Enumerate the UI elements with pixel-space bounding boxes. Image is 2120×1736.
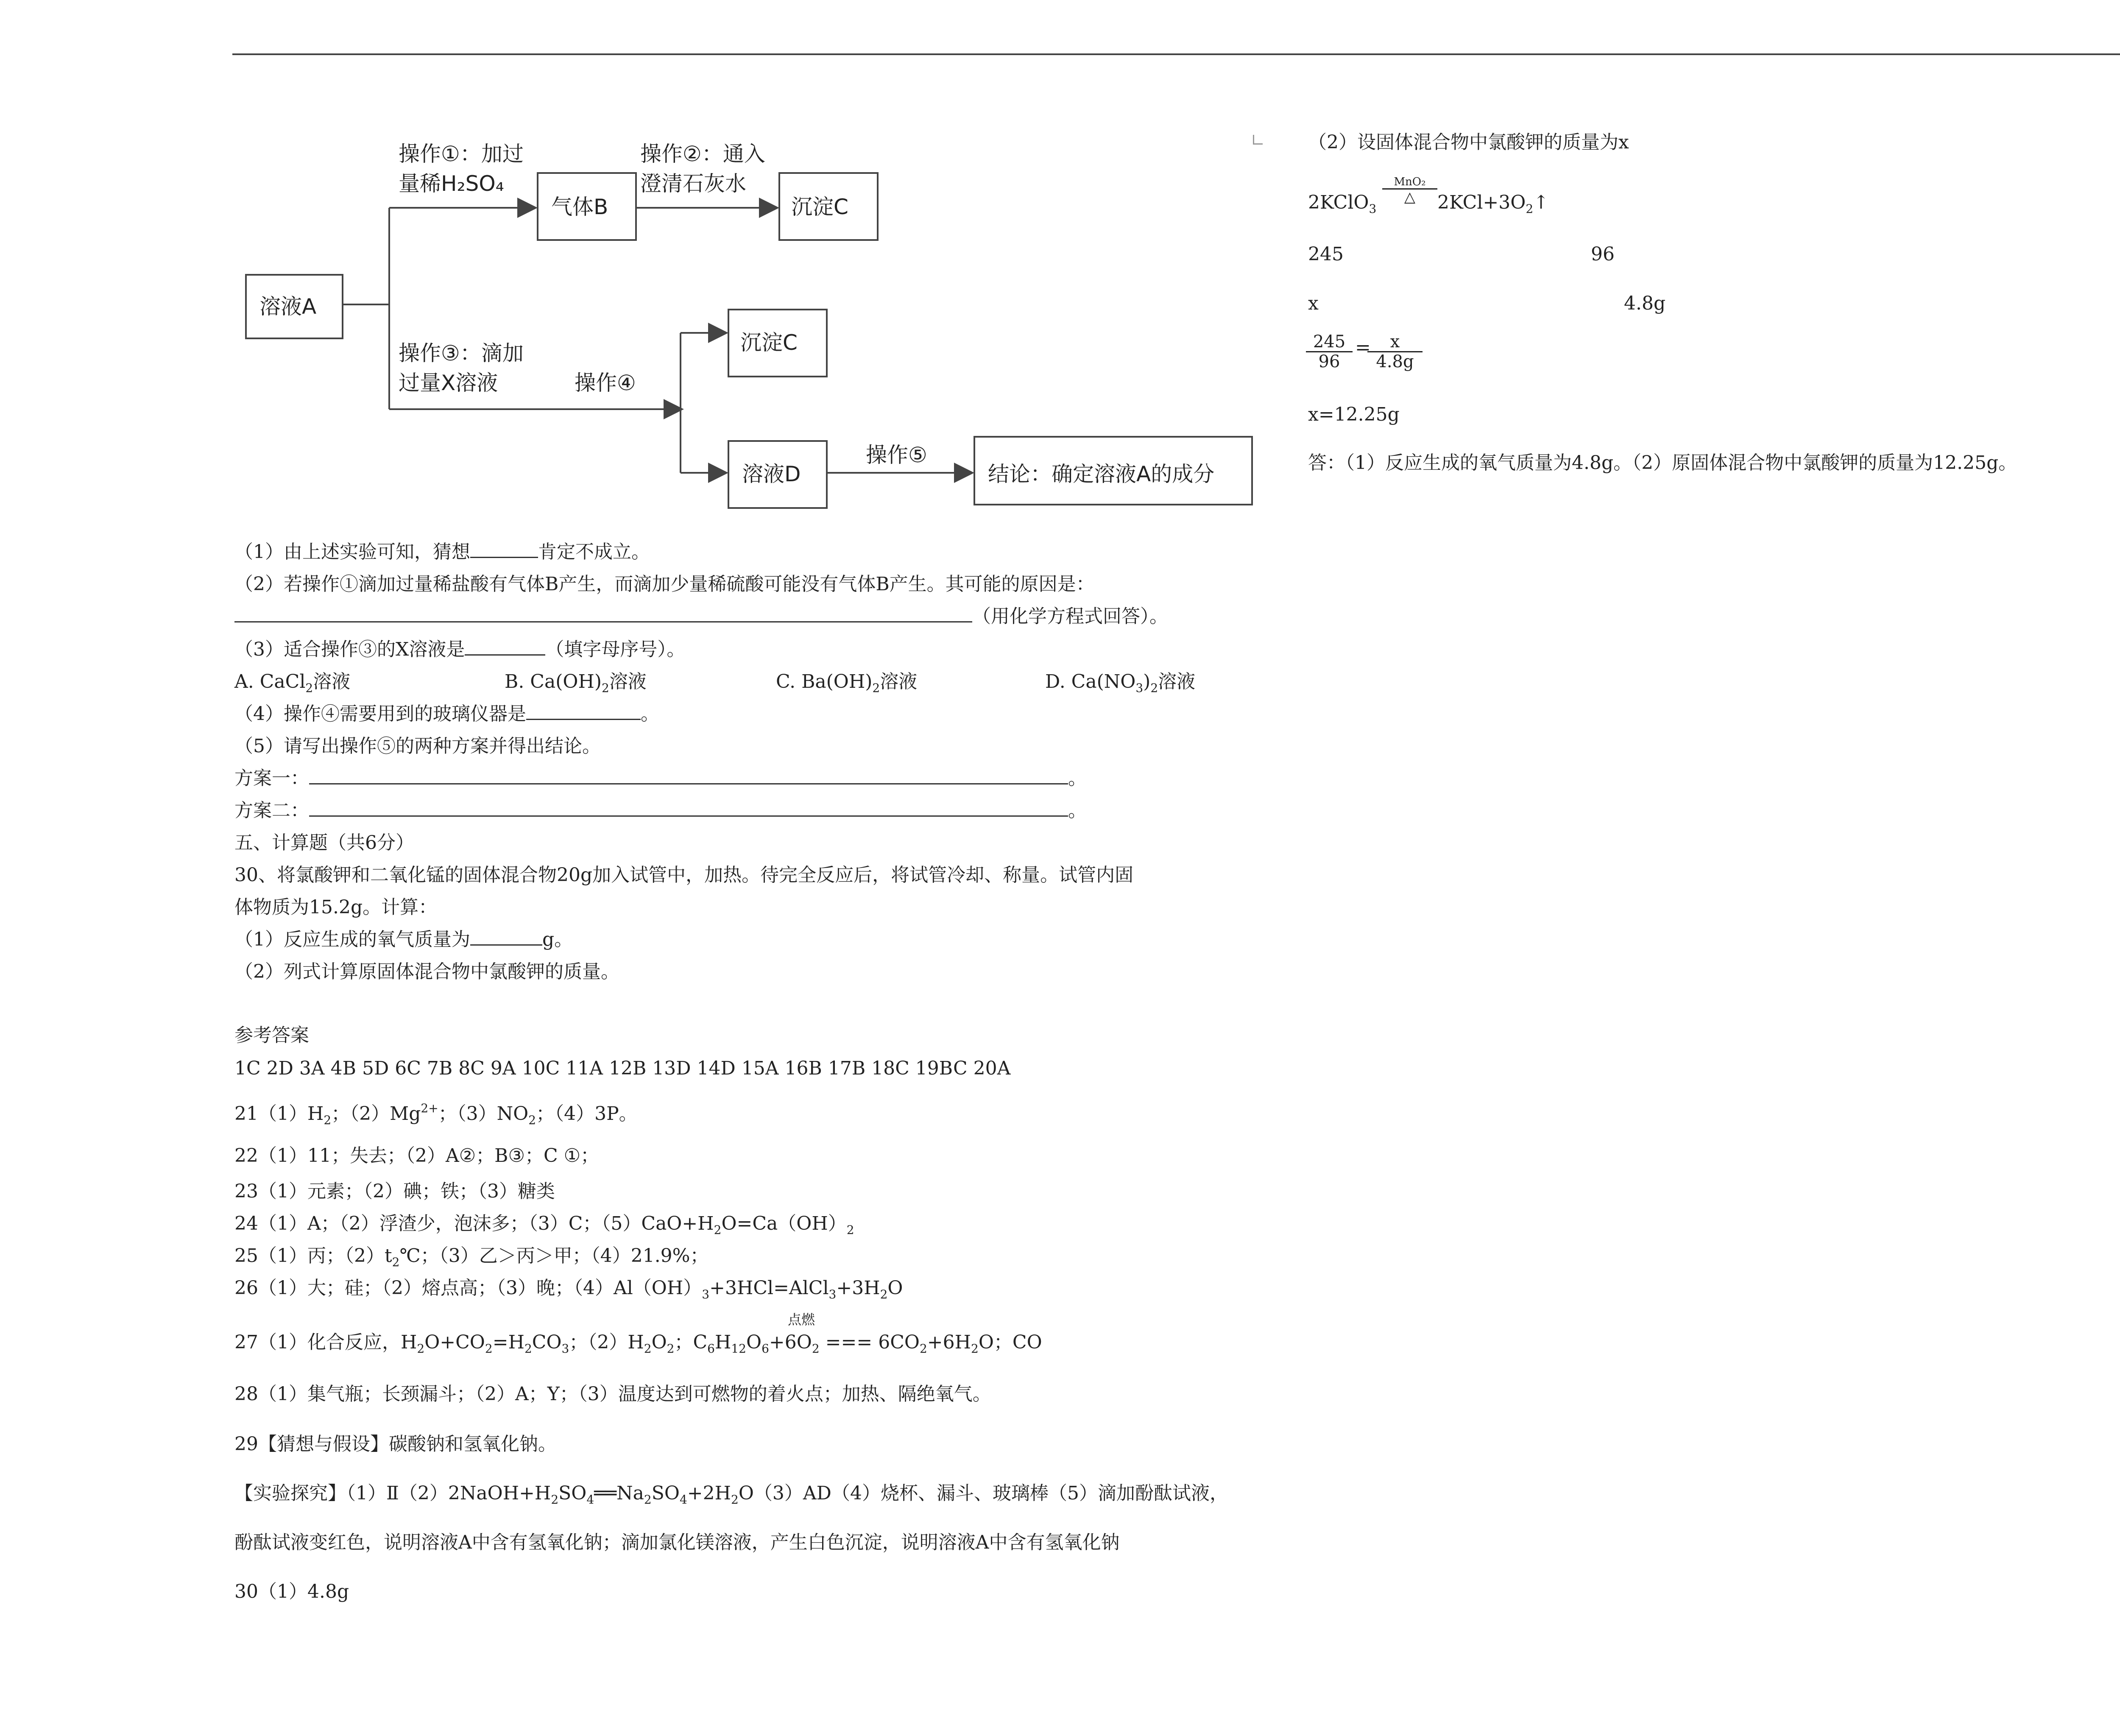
- reaction-condition: [1382, 176, 1437, 205]
- label-op1-line2: 量稀H₂SO₄: [399, 171, 504, 196]
- answer-29-experiment: 【实验探究】$(1)Ⅱ(2)2NaOH+H_2SO_4══Na_2SO_4+2H_2O(3)AD(4)$烧杯、漏斗、玻璃棒（5）滴加酚酞试液，: [234, 1482, 1228, 1507]
- label-op5: 操作⑤: [866, 443, 927, 467]
- label-op2-line1: 操作②：通入: [640, 142, 765, 166]
- fraction-x-48g: x 4.8g: [1367, 332, 1423, 371]
- experiment-flow-diagram: [237, 127, 1272, 526]
- answer-21: $21(1)H_2$；$(2)Mg^{2+}$；$(3)NO_2$；（4）3P。: [234, 1101, 638, 1127]
- label-precipitate-c-mid: 沉淀C: [740, 330, 798, 355]
- header-rule: [232, 53, 2120, 55]
- reaction-reactant: 2KClO$_3$: [1308, 192, 1377, 216]
- problem-30-line2: 体物质为15.2g。计算：: [234, 896, 438, 918]
- answer-blank[interactable]: [526, 702, 641, 720]
- label-solution-a: 溶液A: [259, 294, 317, 319]
- answer-27: 27（1）化合反应，$H_2O+CO_2=H_2CO_3$；$(2)H_2O_2$；$C_6H_{12}O_6+6O_2$ === $6CO_2+6H_2O$；CO: [234, 1331, 1042, 1356]
- molar-mass-kclo3: 245: [1308, 243, 1344, 265]
- problem-30-line1: 30、将氯酸钾和二氧化锰的固体混合物20g加入试管中，加热。待完全反应后，将试管冷却、称量。试管内固: [234, 864, 1134, 886]
- label-op2-line2: 澄清石灰水: [640, 171, 746, 196]
- option-c: C. $Ba(OH)_2$溶液: [776, 671, 918, 695]
- label-solution-d: 溶液D: [742, 462, 801, 486]
- answer-22: 22（1）11；失去；（2）A②；B③；C ①；: [234, 1145, 600, 1167]
- label-op3-line1: 操作③：滴加: [399, 341, 524, 366]
- equals-sign: =: [1355, 337, 1371, 358]
- answer-28: 28（1）集气瓶；长颈漏斗；（2）A；Y；（3）温度达到可燃物的着火点；加热、隔绝氧气。: [234, 1383, 991, 1405]
- label-op1-line1: 操作①：加过: [399, 142, 524, 166]
- question-1: （1）由上述实验可知，猜想 肯定不成立。: [234, 539, 650, 565]
- unknown-x: x: [1308, 293, 1319, 314]
- label-op4: 操作④: [575, 371, 636, 395]
- answer-blank[interactable]: [470, 540, 538, 558]
- answer-29-conclusion: 酚酞试液变红色，说明溶液A中含有氢氧化钠；滴加氯化镁溶液，产生白色沉淀，说明溶液A中含有氢氧化钠: [234, 1532, 1120, 1553]
- multiple-choice-answers: 1C 2D 3A 4B 5D 6C 7B 8C 9A 10C 11A 12B 13D 14D 15A 16B 17B 18C 19BC 20A: [234, 1058, 1011, 1079]
- answer-blank[interactable]: [234, 604, 972, 622]
- problem-30-q1: （1）反应生成的氧气质量为 g。: [234, 927, 573, 952]
- answer-24: 24（1）A；（2）浮渣少，泡沫多；（3）C；$(5)CaO+H_2O=Ca(OH)_2$: [234, 1213, 854, 1237]
- problem-30-q2: （2）列式计算原固体混合物中氯酸钾的质量。: [234, 961, 619, 982]
- question-5: （5）请写出操作⑤的两种方案并得出结论。: [234, 735, 601, 757]
- label-precipitate-c-top: 沉淀C: [791, 195, 848, 219]
- answer-26: 26（1）大；硅；（2）熔点高；（3）晚；$(4)Al(OH)_3+3HCl=AlCl_3+3H_2O$: [234, 1277, 903, 1301]
- result-x: x=12.25g: [1308, 404, 1400, 425]
- plan-2: 方案二： 。: [234, 798, 1087, 823]
- answer-23: 23（1）元素；（2）碘；铁；（3）糖类: [234, 1181, 555, 1202]
- answer-blank[interactable]: [465, 637, 545, 656]
- section-5-heading: 五、计算题（共6分）: [234, 832, 414, 854]
- fraction-245-96: 245 96: [1306, 332, 1353, 371]
- molar-mass-o2: 96: [1591, 243, 1615, 265]
- reaction-products: $2KCl+3O_2↑$: [1437, 192, 1549, 216]
- final-answer: 答：（1）反应生成的氧气质量为4.8g。（2）原固体混合物中氯酸钾的质量为12.25g。: [1308, 452, 2017, 474]
- option-d: D. $Ca(NO_3)_2$溶液: [1045, 671, 1196, 695]
- catalyst-mno2: MnO₂: [1394, 176, 1426, 188]
- answer-29: 29【猜想与假设】碳酸钠和氢氧化钠。: [234, 1433, 557, 1455]
- option-b: B. $Ca(OH)_2$溶液: [505, 671, 647, 695]
- question-2-answer-line: （用化学方程式回答）。: [234, 604, 1168, 629]
- answer-blank[interactable]: [309, 798, 1068, 817]
- label-gas-b: 气体B: [551, 195, 608, 219]
- answer-30: 30（1）4.8g: [234, 1581, 349, 1602]
- answer-blank[interactable]: [470, 927, 542, 946]
- question-2: （2）若操作①滴加过量稀盐酸有气体B产生，而滴加少量稀硫酸可能没有气体B产生。其可能的原因是：: [234, 573, 1095, 595]
- plan-1: 方案一： 。: [234, 766, 1087, 791]
- oxygen-mass: 4.8g: [1624, 293, 1666, 314]
- reaction-condition-ignite: 点燃: [788, 1312, 815, 1328]
- option-a: A. CaCl$_2$溶液: [234, 671, 351, 695]
- solution-setup: （2）设固体混合物中氯酸钾的质量为x: [1308, 131, 1629, 153]
- label-op3-line2: 过量X溶液: [399, 371, 498, 395]
- heat-symbol: △: [1382, 188, 1437, 205]
- label-conclusion: 结论：确定溶液A的成分: [988, 462, 1215, 486]
- question-3: （3）适合操作③的X溶液是 （填字母序号）。: [234, 637, 685, 662]
- answer-blank[interactable]: [309, 766, 1068, 784]
- reference-answers-title: 参考答案: [234, 1024, 309, 1046]
- question-4: （4）操作④需要用到的玻璃仪器是 。: [234, 701, 659, 727]
- answer-25: 25（1）丙；$(2)t_2℃$；（3）乙＞丙＞甲；（4）21.9%；: [234, 1245, 709, 1269]
